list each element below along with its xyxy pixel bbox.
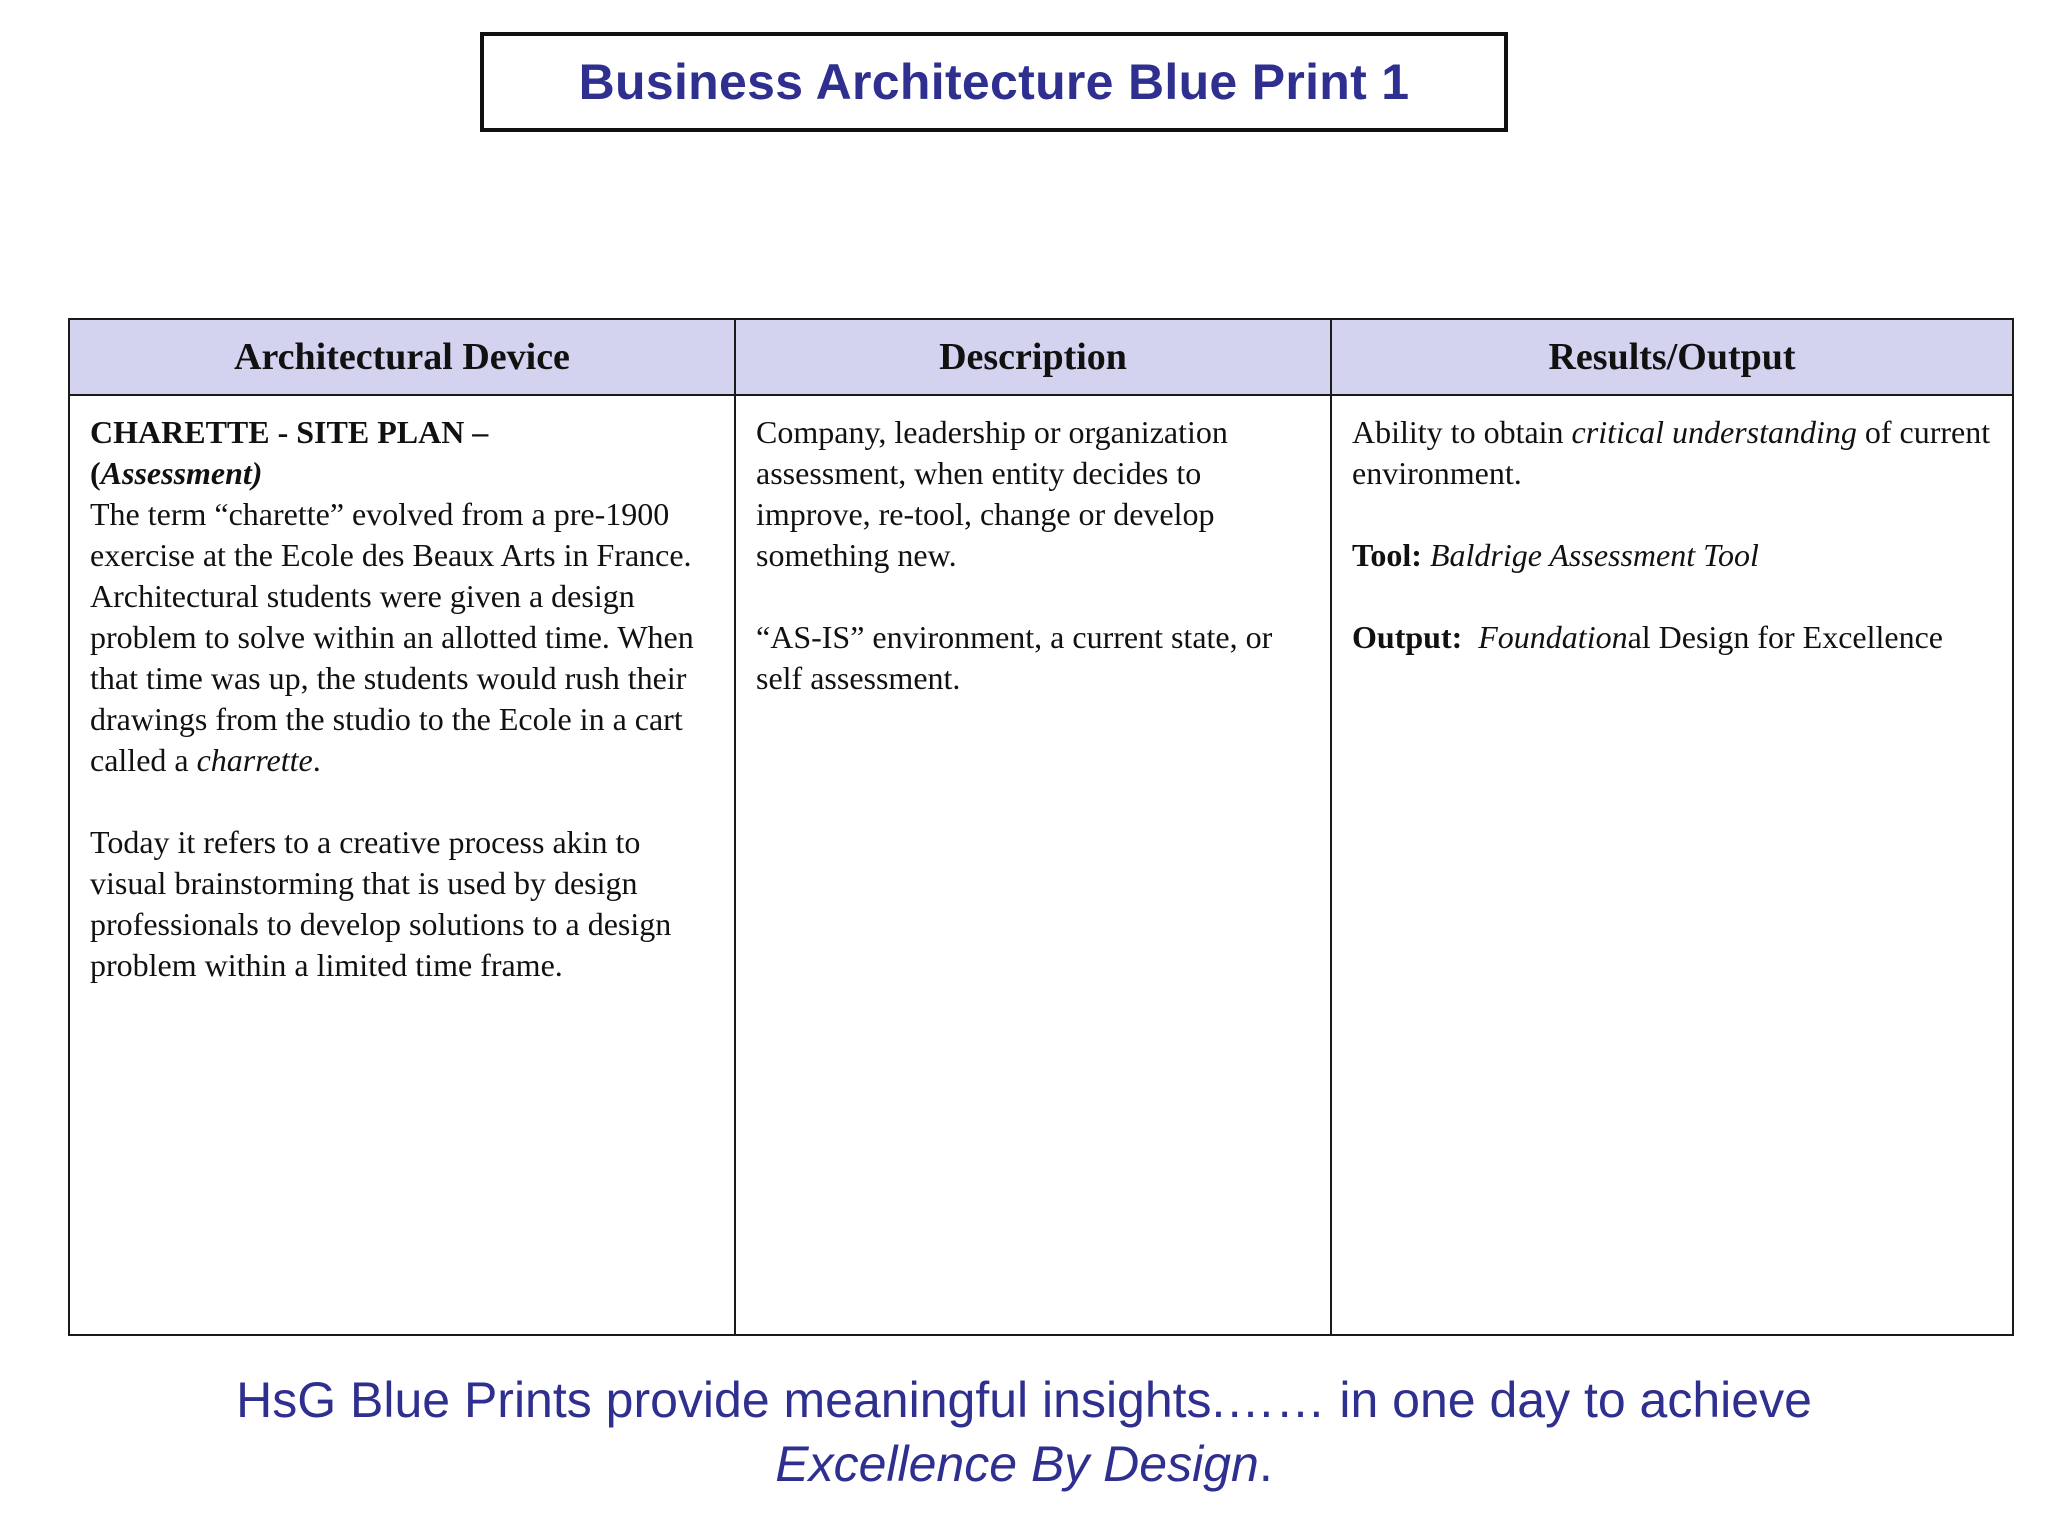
output-italic: Foundation <box>1478 619 1628 655</box>
footer-line-2 <box>0 1432 2048 1496</box>
results-ability <box>1352 412 1992 494</box>
device-heading-italic: Assessment) <box>100 455 263 491</box>
device-para1-italic: charrette <box>196 742 313 778</box>
cell-results-output <box>1331 395 2013 1335</box>
table-header-row <box>69 319 2013 395</box>
results-ability-pre: Ability to obtain <box>1352 414 1572 450</box>
footer-line-2-end: . <box>1258 1436 1273 1492</box>
device-paragraph-2: Today it refers to a creative process akin to visual brainstorming that is used by design professionals to develop solutions to a design problem within a limited time frame. <box>90 824 672 983</box>
device-heading <box>90 412 714 494</box>
description-paragraph-1: Company, leadership or organization assessment, when entity decides to improve, re-tool, change or develop something new. <box>756 414 1228 573</box>
footer-line-1: HsG Blue Prints provide meaningful insights.…… in one day to achieve <box>236 1372 1812 1428</box>
results-tool <box>1352 535 1992 576</box>
blueprint-table <box>68 318 2014 1336</box>
header-architectural-device: Architectural Device <box>69 319 735 395</box>
tool-value: Baldrige Assessment Tool <box>1429 537 1759 573</box>
results-ability-post: of current environment. <box>1352 414 1991 491</box>
device-paragraph-1 <box>90 494 714 781</box>
cell-architectural-device <box>69 395 735 1335</box>
device-para1-text: The term “charette” evolved from a pre-1900 exercise at the Ecole des Beaux Arts in France. Architectural students were given a design problem to solve within an allotted time. When that time was up, the students would rush their drawings from the studio to the Ecole in a cart called a <box>90 496 694 778</box>
output-rest: al Design for Excellence <box>1627 619 1943 655</box>
description-paragraph-2: “AS-IS” environment, a current state, or self assessment. <box>756 619 1273 696</box>
title-box <box>480 32 1508 132</box>
results-ability-italic: critical understanding <box>1571 414 1857 450</box>
table-row <box>69 395 2013 1335</box>
device-para1-end: . <box>312 742 321 778</box>
cell-description <box>735 395 1331 1335</box>
footer-line-2-italic: Excellence By Design <box>775 1436 1259 1492</box>
footer-tagline <box>0 1368 2048 1496</box>
results-output <box>1352 617 1992 658</box>
page-title: Business Architecture Blue Print 1 <box>578 54 1410 110</box>
header-description: Description <box>735 319 1331 395</box>
output-label: Output: <box>1352 619 1463 655</box>
header-results-output: Results/Output <box>1331 319 2013 395</box>
device-heading-paren: ( <box>90 455 101 491</box>
device-heading-bold: CHARETTE - SITE PLAN – <box>90 414 489 450</box>
tool-label: Tool: <box>1352 537 1422 573</box>
